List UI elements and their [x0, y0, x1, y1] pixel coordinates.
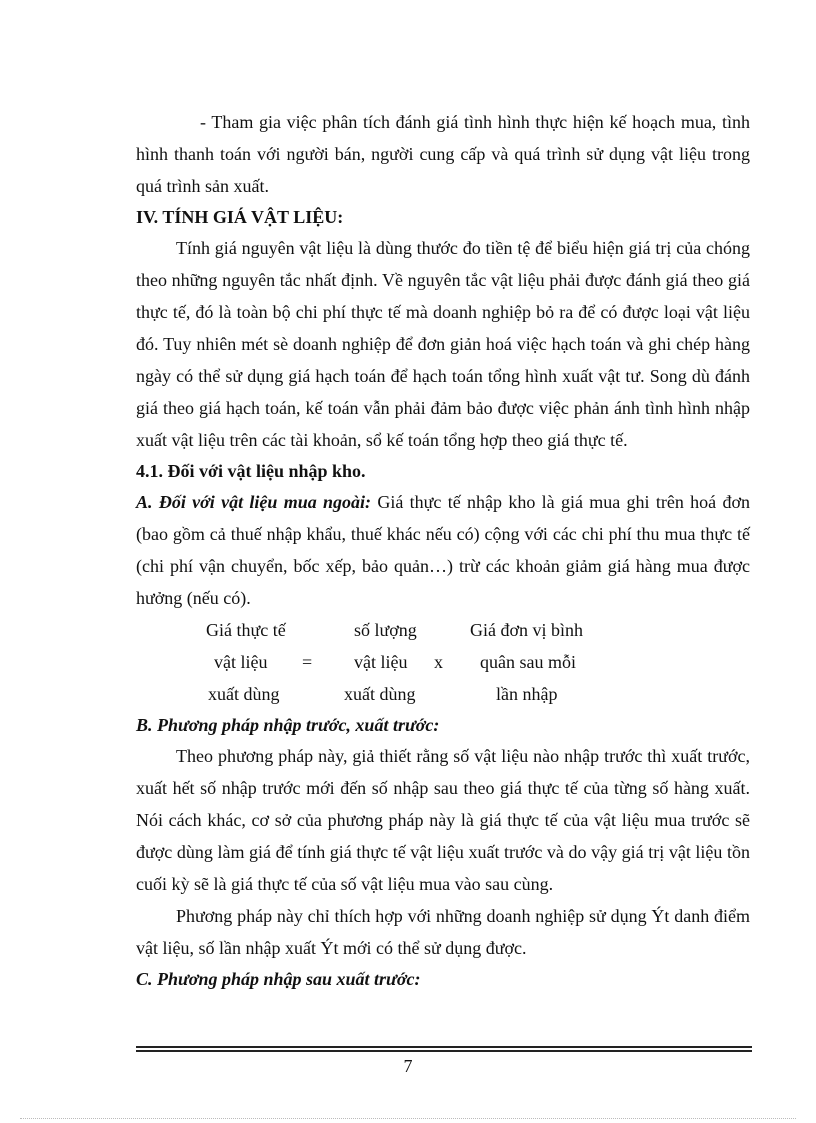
formula-middle-line-1: số lượng [354, 620, 417, 640]
formula-right-line-1: Giá đơn vị bình [470, 620, 584, 640]
paragraph-a-text: Giá thực tế nhập kho là giá mua ghi trên hoá đơn (bao gồm cả thuế nhập khẩu, thuế khác nếu có) cộng với các chi phí thu mua thực tế (chi phí vận chuyển, bốc xếp, bảo quản…) trừ các khoản giảm giá hàng mua được hưởng (nếu có). [136, 492, 750, 608]
formula-times-sign: x [434, 652, 443, 672]
footer-double-rule [136, 1046, 752, 1052]
formula-middle-line-2: vật liệu [354, 652, 408, 672]
formula-equals-sign: = [302, 652, 313, 672]
page-content [136, 106, 750, 994]
paragraph-participate-analysis: - Tham gia việc phân tích đánh giá tình hình thực hiện kế hoạch mua, tình hình thanh toán với người bán, người cung cấp và quá trình sử dụng vật liệu trong quá trình sản xuất. [136, 112, 750, 196]
formula-left-line-2: vật liệu [214, 652, 268, 672]
formula-left-line-3: xuất dùng [208, 684, 280, 704]
subsection-heading-c: C. Phương pháp nhập sau xuất trước: [136, 969, 421, 989]
paragraph-material-valuation: Tính giá nguyên vật liệu là dùng thước đo tiền tệ để biểu hiện giá trị của chóng theo những nguyên tắc nhất định. Về nguyên tắc vật liệu phải được đánh giá theo giá thực tế, đó là toàn bộ chi phí thực tế mà doanh nghiệp bỏ ra để có được loại vật liệu đó. Tuy nhiên mét sè doanh nghiệp để đơn giản hoá việc hạch toán và ghi chép hàng ngày có thể sử dụng giá hạch toán để hạch toán tổng hình xuất vật tư. Song dù đánh giá theo giá hạch toán, kế toán vẫn phải đảm bảo được việc phản ánh tình hình nhập xuất vật liệu trên các tài khoản, sổ kế toán tổng hợp theo giá thực tế. [136, 238, 750, 450]
subsection-heading-b: B. Phương pháp nhập trước, xuất trước: [136, 715, 440, 735]
paragraph-purchased-materials [136, 486, 750, 614]
valuation-formula [136, 614, 750, 710]
formula-left-line-1: Giá thực tế [206, 620, 286, 640]
formula-right-line-3: lần nhập [496, 684, 558, 704]
paragraph-a-lead: A. Đối với vật liệu mua ngoài: [136, 492, 372, 512]
paragraph-fifo-applicability: Phương pháp này chỉ thích hợp với những doanh nghiệp sử dụng Ýt danh điểm vật liệu, số lần nhập xuất Ýt mới có thể sử dụng được. [136, 906, 750, 958]
formula-right-line-2: quân sau mỗi [480, 652, 576, 672]
formula-middle-line-3: xuất dùng [344, 684, 416, 704]
section-heading-iv: IV. TÍNH GIÁ VẬT LIỆU: [136, 207, 344, 227]
paragraph-fifo-method: Theo phương pháp này, giả thiết rằng số vật liệu nào nhập trước thì xuất trước, xuất hết số nhập trước mới đến số nhập sau theo giá thực tế của từng số hàng xuất. Nói cách khác, cơ sở của phương pháp này là giá thực tế của vật liệu mua trước sẽ được dùng làm giá để tính giá thực tế vật liệu xuất trước và do vậy giá trị vật liệu tồn cuối kỳ sẽ là giá thực tế của số vật liệu mua vào sau cùng. [136, 746, 750, 894]
page-number: 7 [403, 1056, 413, 1076]
page-bottom-border [20, 1118, 796, 1119]
subsection-heading-4-1: 4.1. Đối với vật liệu nhập kho. [136, 461, 366, 481]
